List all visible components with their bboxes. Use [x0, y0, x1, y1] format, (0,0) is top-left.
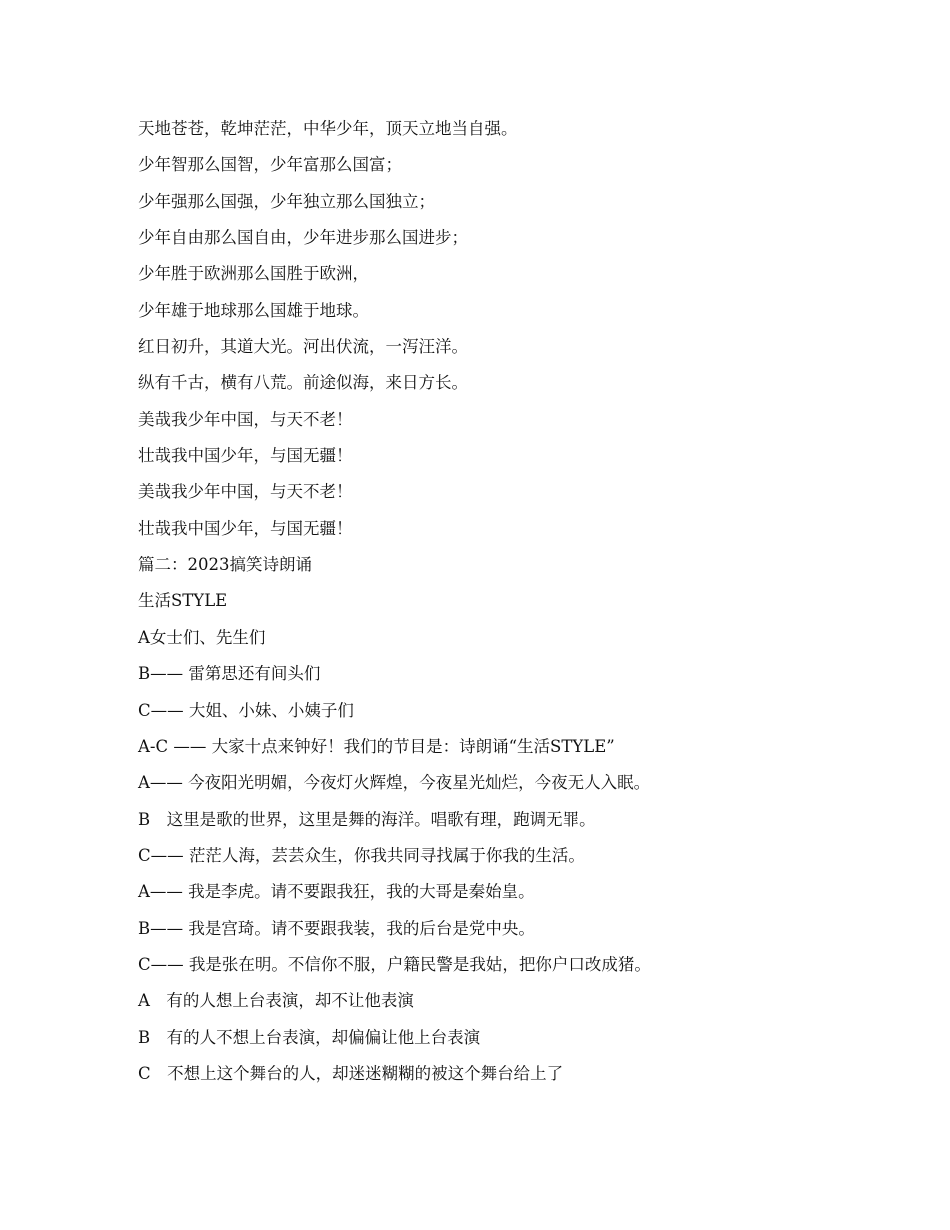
poem-title: 生活STYLE	[138, 591, 228, 611]
text-line: B—— 我是宫琦。请不要跟我装，我的后台是党中央。	[138, 918, 535, 938]
text-line: B 有的人不想上台表演，却偏偏让他上台表演	[138, 1027, 481, 1047]
text-line: 少年雄于地球那么国雄于地球。	[138, 300, 369, 320]
text-line: A—— 我是李虎。请不要跟我狂，我的大哥是秦始皇。	[138, 882, 535, 902]
text-line: 美哉我少年中国，与天不老！	[138, 482, 353, 502]
text-line: B—— 雷第思还有间头们	[138, 664, 321, 684]
text-line: 壮哉我中国少年，与国无疆！	[138, 446, 353, 466]
text-line: 少年自由那么国自由，少年进步那么国进步；	[138, 228, 468, 248]
text-line: C—— 大姐、小妹、小姨子们	[138, 700, 354, 720]
text-line: A-C —— 大家十点来钟好！我们的节目是：诗朗诵“生活STYLE”	[138, 736, 615, 756]
section-heading: 篇二：2023搞笑诗朗诵	[138, 555, 312, 575]
text-line: 天地苍苍，乾坤茫茫，中华少年，顶天立地当自强。	[138, 119, 518, 138]
text-line: 美哉我少年中国，与天不老！	[138, 409, 353, 429]
text-line: A 有的人想上台表演，却不让他表演	[138, 991, 414, 1011]
text-line: 少年智那么国智，少年富那么国富；	[138, 155, 402, 175]
text-line: 少年强那么国强，少年独立那么国独立；	[138, 191, 435, 211]
text-line: C—— 茫茫人海，芸芸众生，你我共同寻找属于你我的生活。	[138, 845, 585, 865]
text-body	[138, 116, 898, 1097]
text-line: A—— 今夜阳光明媚，今夜灯火辉煌，今夜星光灿烂，今夜无人入眠。	[138, 773, 651, 793]
text-line: 壮哉我中国少年，与国无疆！	[138, 518, 353, 538]
text-line: C—— 我是张在明。不信你不服，户籍民警是我姑，把你户口改成猪。	[138, 954, 651, 974]
text-line: 红日初升，其道大光。河出伏流，一泻汪洋。	[138, 337, 468, 357]
text-line: B 这里是歌的世界，这里是舞的海洋。唱歌有理，跑调无罪。	[138, 809, 596, 829]
text-line: 纵有千古，横有八荒。前途似海，来日方长。	[138, 373, 468, 393]
text-line: A女士们、先生们	[138, 627, 266, 647]
text-line: C 不想上这个舞台的人，却迷迷糊糊的被这个舞台给上了	[138, 1063, 564, 1083]
text-line: 少年胜于欧洲那么国胜于欧洲，	[138, 264, 369, 284]
